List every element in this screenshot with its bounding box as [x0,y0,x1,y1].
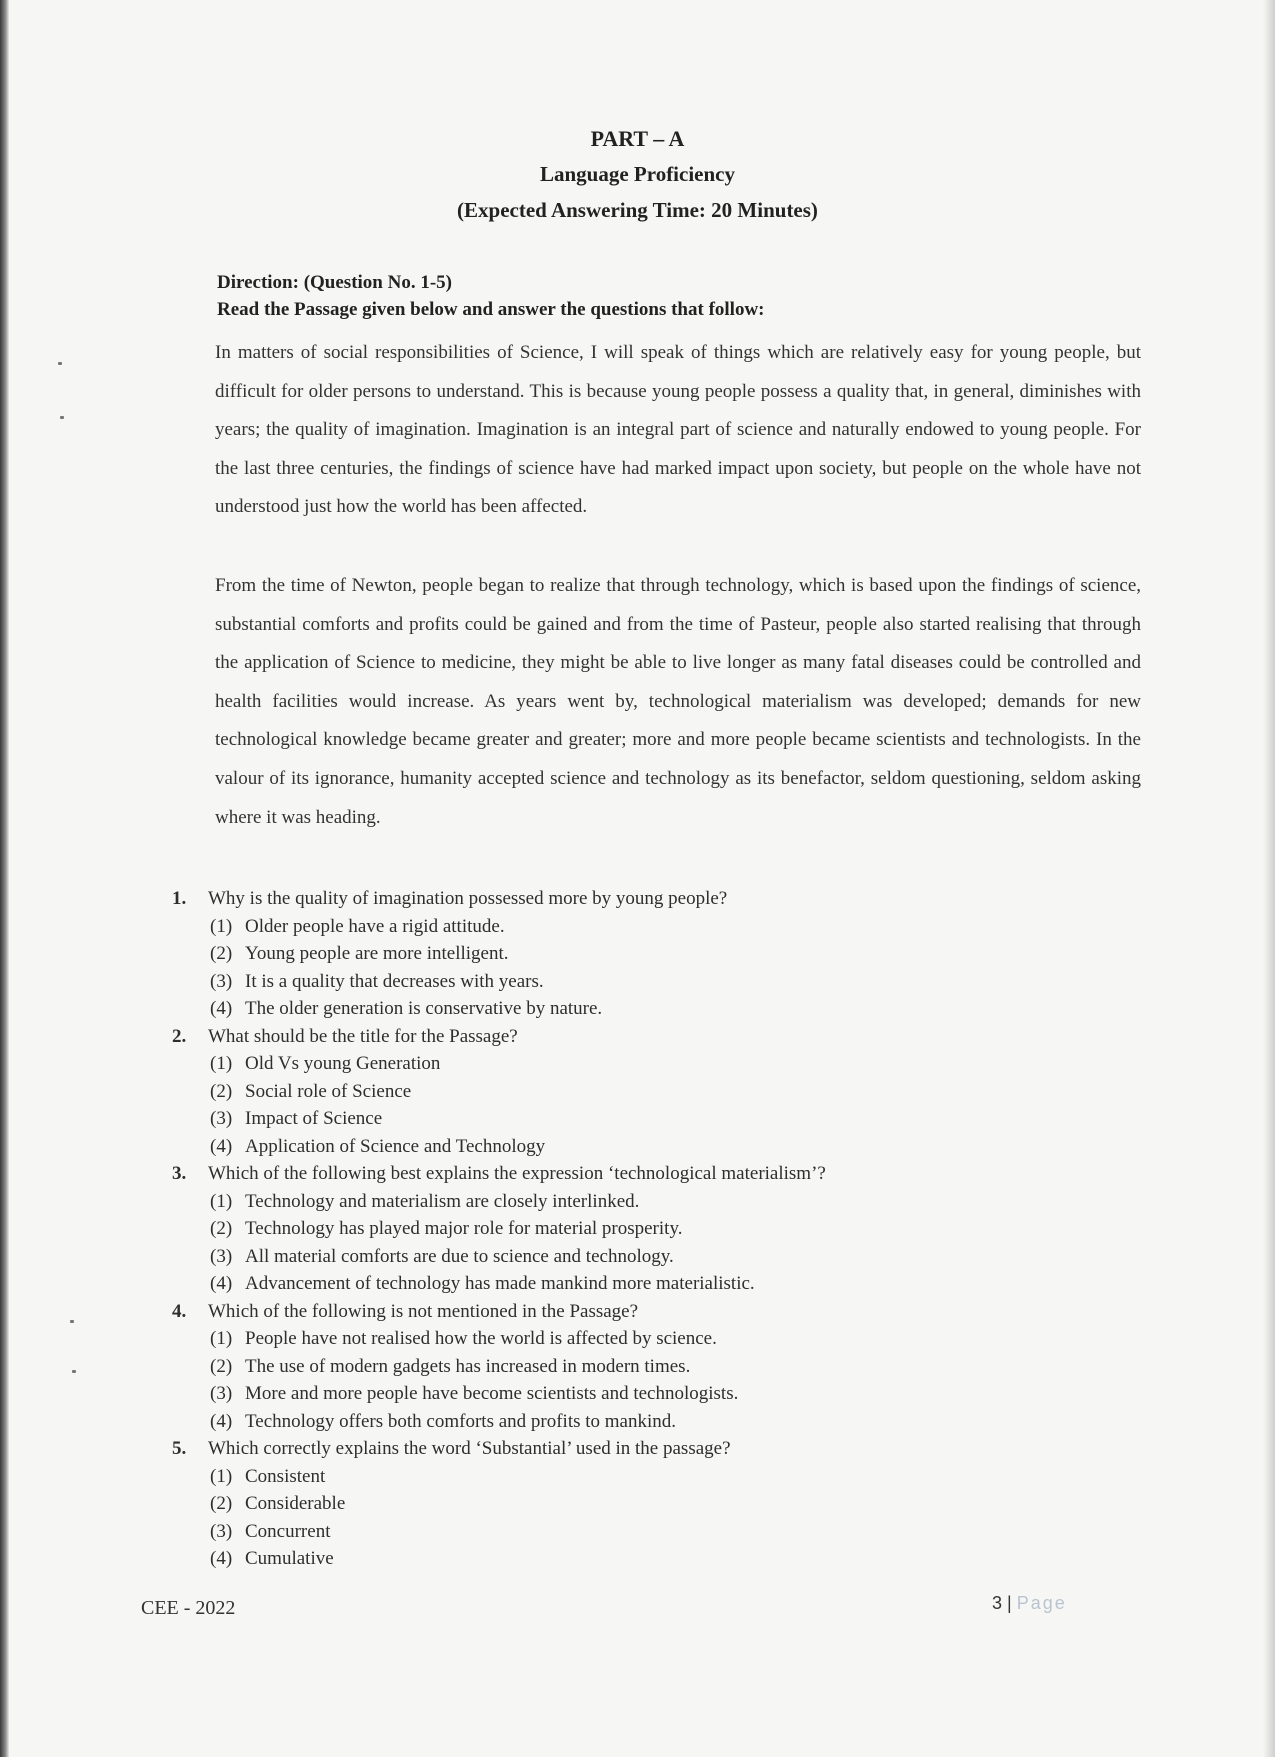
scan-left-edge [0,0,9,1757]
page-label: Page [1016,1593,1067,1613]
direction-instruction: Read the Passage given below and answer the questions that follow: [217,299,765,320]
option-number: (2) [210,1080,233,1102]
option-text: All material comforts are due to science and technology. [245,1245,674,1267]
option-number: (4) [210,1135,233,1157]
scan-right-edge [1263,0,1275,1757]
part-heading: PART – A [590,126,685,151]
option-number: (4) [210,998,233,1019]
option-number: (3) [210,1108,233,1129]
question-2 [172,1023,1152,1161]
question-number: 4. [172,1300,187,1322]
option-number: (1) [210,1465,233,1487]
direction-label: Direction: (Question No. 1-5) [217,272,453,293]
option-text: Older people have a rigid attitude. [245,915,505,937]
question-1 [172,885,1152,1023]
option-item [172,1380,1152,1408]
option-text: Advancement of technology has made mankind more materialistic. [245,1273,755,1294]
option-number: (3) [210,1383,233,1404]
page-separator: | [1007,1593,1012,1613]
question-3 [172,1160,1152,1298]
option-item [172,1463,1152,1491]
option-item [172,1078,1152,1106]
option-text: Concurrent [245,1520,331,1542]
option-text: Consistent [245,1465,326,1487]
option-text: People have not realised how the world is affected by science. [245,1328,717,1349]
section-title: Language Proficiency [539,162,735,186]
question-text: Why is the quality of imagination possessed more by young people? [208,888,728,909]
option-item [172,1490,1152,1518]
question-number: 1. [172,888,187,909]
option-number: (2) [210,943,233,964]
question-number: 2. [172,1025,187,1047]
page-footer [992,1593,1067,1614]
option-number: (2) [210,1218,233,1239]
option-text: Technology offers both comforts and profits to mankind. [245,1410,677,1432]
option-number: (3) [210,970,233,992]
option-item [172,1408,1152,1436]
option-text: Cumulative [245,1548,334,1569]
option-number: (1) [210,1190,233,1212]
option-number: (4) [210,1273,233,1294]
option-text: Old Vs young Generation [245,1053,441,1074]
option-text: Technology has played major role for material prosperity. [245,1218,683,1239]
question-text: Which of the following best explains the expression ‘technological materialism’? [208,1163,826,1184]
option-number: (3) [210,1520,233,1542]
option-text: More and more people have become scientists and technologists. [245,1383,739,1404]
option-item [172,968,1152,996]
option-number: (4) [210,1410,233,1432]
option-item [172,995,1152,1023]
option-number: (4) [210,1548,233,1569]
option-text: Social role of Science [245,1080,412,1102]
option-number: (1) [210,915,233,937]
option-item [172,1518,1152,1546]
option-number: (1) [210,1328,233,1349]
option-text: The use of modern gadgets has increased in modern times. [245,1355,691,1377]
option-text: Technology and materialism are closely interlinked. [245,1190,640,1212]
option-number: (1) [210,1053,233,1074]
option-number: (3) [210,1245,233,1267]
page-number: 3 [992,1593,1003,1613]
option-text: Impact of Science [245,1108,383,1129]
option-number: (2) [210,1493,233,1514]
exam-footer-label: CEE - 2022 [141,1597,236,1619]
option-item [172,1545,1152,1573]
question-text: Which of the following is not mentioned in the Passage? [208,1300,639,1322]
scan-speck [58,362,62,365]
option-item [172,1325,1152,1353]
option-number: (2) [210,1355,233,1377]
scan-speck [72,1370,76,1373]
option-item [172,1243,1152,1271]
question-5 [172,1435,1152,1573]
option-item [172,1353,1152,1381]
option-text: Application of Science and Technology [245,1135,546,1157]
question-number: 3. [172,1163,187,1184]
question-text: Which correctly explains the word ‘Substantial’ used in the passage? [208,1438,731,1459]
option-item [172,1270,1152,1298]
question-number: 5. [172,1438,187,1459]
passage-paragraph-2: From the time of Newton, people began to realize that through technology, which is based upon the findings of science, substantial comforts and profits could be gained and from the time of Pasteur, people also started realising that through the application of Science to medicine, they might be able to live longer as many fatal diseases could be controlled and health facilities would increase. As years went by, technological materialism was developed; demands for new technological knowledge became greater and greater; more and more people became scientists and technologists. In the valour of its ignorance, humanity accepted science and technology as its benefactor, seldom questioning, seldom asking where it was heading. [215,575,1141,828]
question-text: What should be the title for the Passage? [208,1025,518,1047]
question-list [172,885,1152,1573]
scan-speck [60,416,64,419]
answering-time: (Expected Answering Time: 20 Minutes) [457,198,818,222]
option-item [172,1133,1152,1161]
option-item [172,913,1152,941]
option-text: The older generation is conservative by nature. [245,998,603,1019]
option-item [172,1050,1152,1078]
option-text: Young people are more intelligent. [245,943,509,964]
passage-paragraph-1: In matters of social responsibilities of Science, I will speak of things which are relatively easy for young people, but difficult for older persons to understand. This is because young people possess a quality that, in general, diminishes with years; the quality of imagination. Imagination is an integral part of science and naturally endowed to young people. For the last three centuries, the findings of science have had marked impact upon society, but people on the whole have not understood just how the world has been affected. [215,342,1141,518]
scan-speck [70,1320,74,1323]
option-item [172,1215,1152,1243]
question-4 [172,1298,1152,1436]
option-item [172,1105,1152,1133]
option-item [172,1188,1152,1216]
option-text: Considerable [245,1493,346,1514]
option-item [172,940,1152,968]
option-text: It is a quality that decreases with years. [245,970,544,992]
